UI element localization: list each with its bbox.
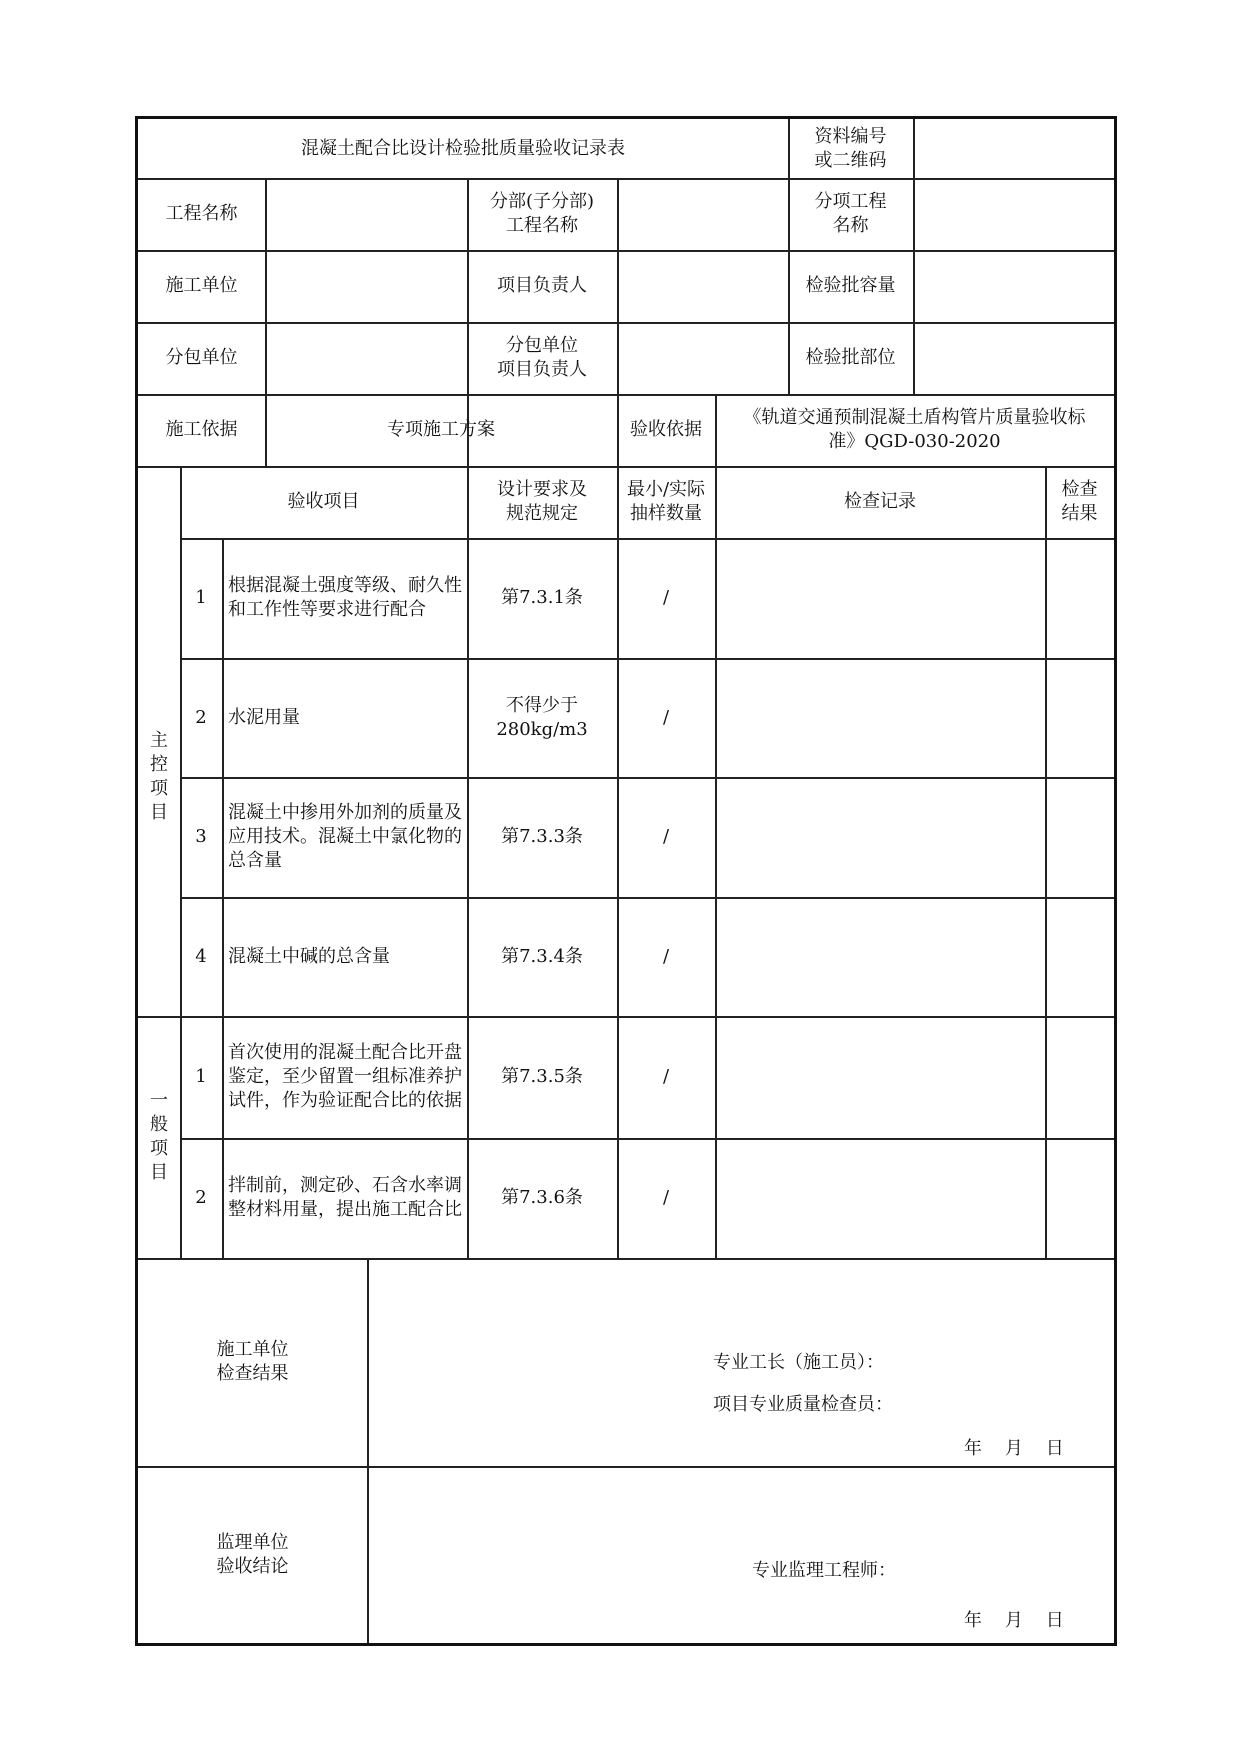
contractor-value[interactable]	[265, 250, 467, 322]
sub-manager-value[interactable]	[617, 322, 788, 394]
row-requirement: 第7.3.6条	[501, 1187, 583, 1208]
project-name-label: 工程名称	[165, 203, 238, 224]
inspection-record-form	[135, 116, 1117, 1646]
contractor-check-label: 施工单位 检查结果	[216, 1339, 289, 1384]
row-sample: /	[662, 1187, 670, 1208]
col-header-record: 检查记录	[844, 491, 916, 512]
doc-number-label: 资料编号 或二维码	[814, 125, 887, 171]
row-number: 1	[195, 587, 207, 608]
row-sample: /	[662, 826, 670, 847]
acceptance-basis-value: 《轨道交通预制混凝土盾构管片质量验收标准》QGD-030-2020	[743, 407, 1086, 452]
supervisor-check-label: 监理单位 验收结论	[216, 1531, 289, 1577]
project-manager-value[interactable]	[617, 250, 788, 322]
item-project-value[interactable]	[913, 178, 1114, 250]
subdivision-label: 分部(子分部) 工程名称	[489, 191, 595, 236]
row-requirement: 第7.3.5条	[501, 1066, 583, 1087]
row-item: 根据混凝土强度等级、耐久性和工作性等要求进行配合	[228, 575, 462, 620]
batch-capacity-value[interactable]	[913, 250, 1114, 322]
col-divider	[367, 1258, 369, 1643]
row-item: 混凝土中掺用外加剂的质量及应用技术。混凝土中氯化物的总含量	[228, 802, 462, 871]
row-number: 4	[195, 945, 207, 967]
row-number: 1	[195, 1066, 207, 1087]
batch-location-label: 检验批部位	[805, 347, 896, 368]
main-section-label: 主 控 项 目	[150, 730, 168, 823]
row-number: 3	[195, 826, 207, 847]
item-project-label: 分项工程 名称	[814, 191, 887, 236]
doc-number-value[interactable]	[913, 119, 1114, 178]
col-header-result: 检查 结果	[1061, 479, 1098, 524]
row-requirement: 不得少于 280kg/m3	[496, 694, 588, 740]
row-sample: /	[662, 706, 670, 728]
project-name-value[interactable]	[265, 178, 467, 250]
row-sample: /	[662, 945, 670, 967]
row-item: 首次使用的混凝土配合比开盘鉴定，至少留置一组标准养护试件，作为验证配合比的依据	[228, 1042, 462, 1111]
row-number: 2	[195, 1187, 207, 1208]
contractor-label: 施工单位	[165, 275, 238, 296]
row-requirement: 第7.3.4条	[501, 945, 583, 967]
row-item: 拌制前，测定砂、石含水率调整材料用量，提出施工配合比	[228, 1175, 462, 1220]
subdivision-value[interactable]	[617, 178, 788, 250]
row-item: 水泥用量	[228, 706, 300, 728]
form-title: 混凝土配合比设计检验批质量验收记录表	[301, 137, 625, 159]
row-number: 2	[195, 706, 207, 728]
project-manager-label: 项目负责人	[497, 275, 587, 296]
row-sample: /	[662, 587, 670, 608]
subcontractor-value[interactable]	[265, 322, 467, 394]
sub-manager-label: 分包单位 项目负责人	[497, 335, 587, 380]
contractor-date: 年 月 日	[964, 1438, 1064, 1459]
row-item: 混凝土中碱的总含量	[228, 945, 390, 967]
batch-location-value[interactable]	[913, 322, 1114, 394]
row-requirement: 第7.3.3条	[501, 826, 583, 847]
construction-basis-value: 专项施工方案	[387, 419, 495, 440]
col-header-sample: 最小/实际 抽样数量	[626, 479, 706, 524]
quality-inspector-signature-label: 项目专业质量检查员：	[713, 1394, 893, 1415]
foreman-signature-label: 专业工长（施工员）：	[713, 1352, 884, 1373]
supervisor-date: 年 月 日	[964, 1610, 1064, 1631]
col-header-item: 验收项目	[287, 491, 360, 512]
row-sample: /	[662, 1066, 670, 1087]
col-header-requirement: 设计要求及 规范规定	[497, 479, 587, 524]
acceptance-basis-label: 验收依据	[630, 419, 702, 440]
subcontractor-label: 分包单位	[165, 347, 238, 368]
col-divider	[1045, 466, 1047, 1258]
construction-basis-label: 施工依据	[165, 419, 238, 440]
general-section-label: 一 般 项 目	[150, 1090, 168, 1183]
batch-capacity-label: 检验批容量	[805, 275, 896, 296]
row-requirement: 第7.3.1条	[501, 587, 583, 608]
supervising-engineer-signature-label: 专业监理工程师：	[752, 1560, 896, 1581]
